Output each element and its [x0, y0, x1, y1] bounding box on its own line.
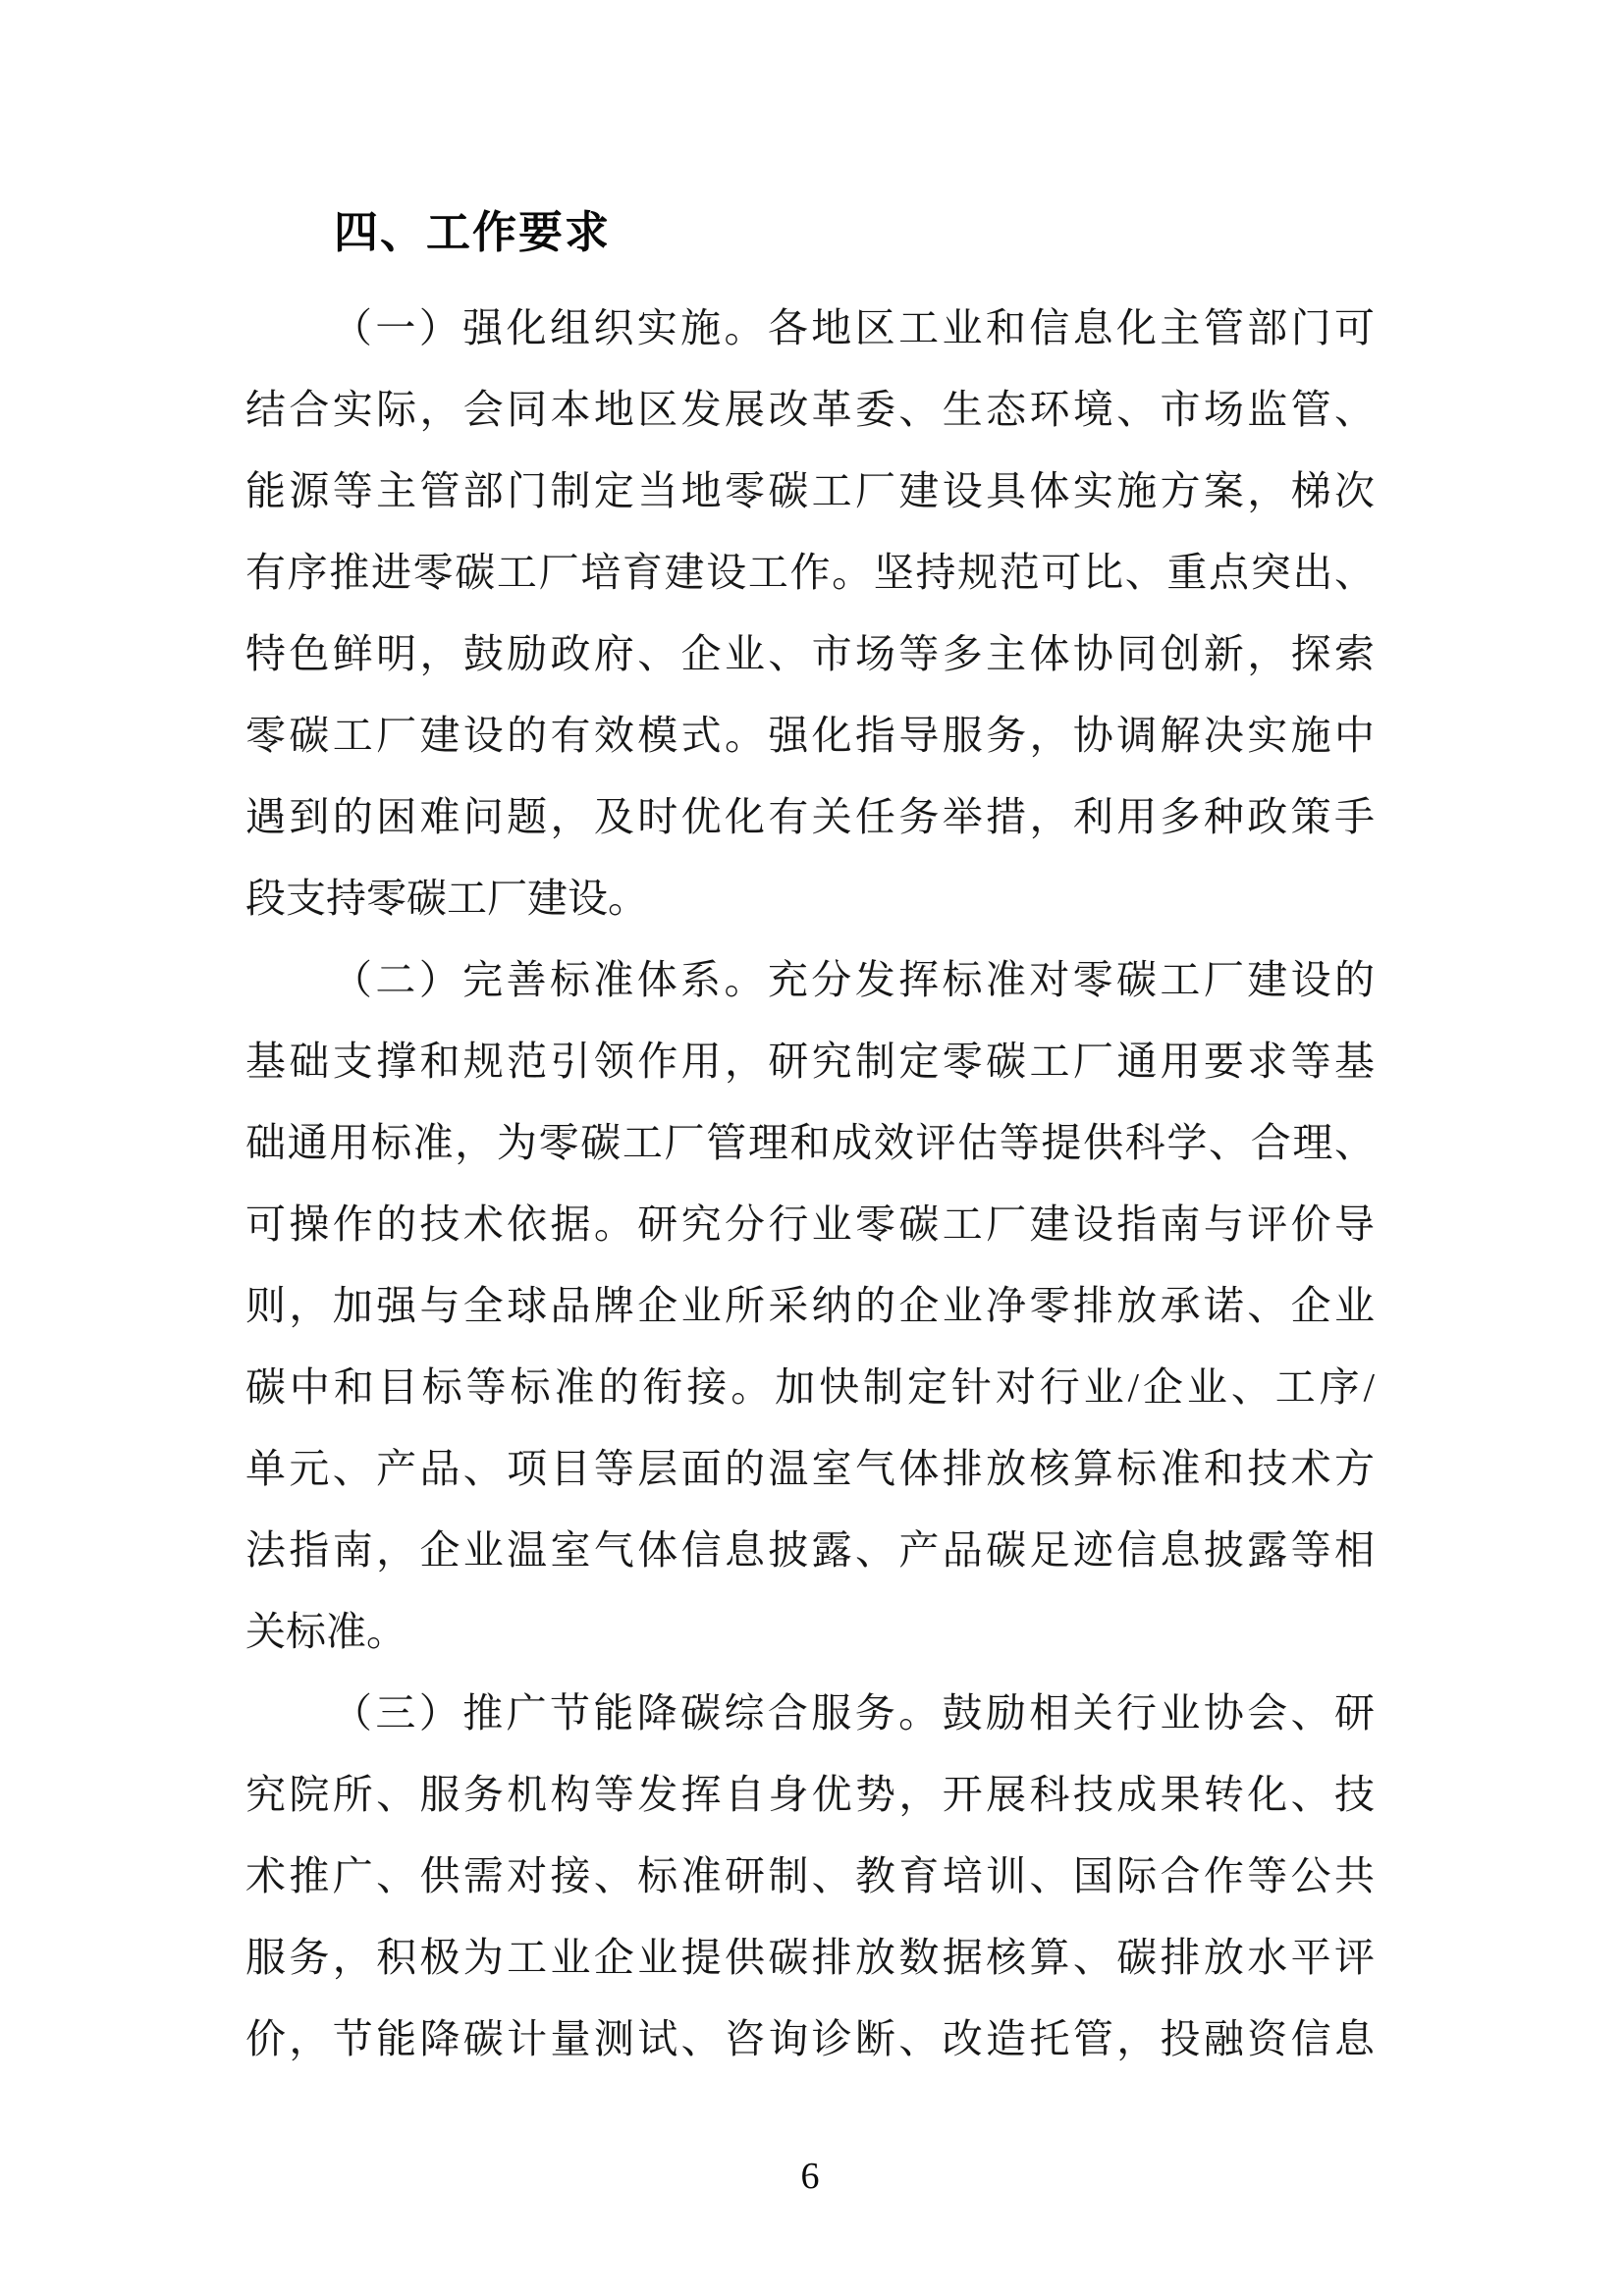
body-line: （二）完善标准体系。充分发挥标准对零碳工厂建设的 — [332, 957, 1375, 1002]
body-line: 能源等主管部门制定当地零碳工厂建设具体实施方案，梯次 — [245, 468, 1375, 513]
section-heading: 四、工作要求 — [334, 207, 612, 257]
page-number: 6 — [800, 2156, 820, 2197]
body-line: 法指南，企业温室气体信息披露、产品碳足迹信息披露等相 — [245, 1527, 1375, 1573]
body-line: 础通用标准，为零碳工厂管理和成效评估等提供科学、合理、 — [245, 1120, 1375, 1165]
paragraph — [245, 288, 1375, 939]
body-line: 碳中和目标等标准的衔接。加快制定针对行业/企业、工序/ — [245, 1364, 1375, 1410]
body-line: 基础支撑和规范引领作用，研究制定零碳工厂通用要求等基 — [245, 1039, 1375, 1084]
body-line: 服务，积极为工业企业提供碳排放数据核算、碳排放水平评 — [245, 1935, 1375, 1980]
document-body — [245, 288, 1375, 2080]
body-line: 关标准。 — [245, 1609, 406, 1654]
body-line: 结合实际，会同本地区发展改革委、生态环境、市场监管、 — [245, 387, 1375, 432]
body-line: （一）强化组织实施。各地区工业和信息化主管部门可 — [332, 305, 1375, 350]
paragraph — [245, 939, 1375, 1673]
body-line: 零碳工厂建设的有效模式。强化指导服务，协调解决实施中 — [245, 713, 1375, 758]
body-line: 单元、产品、项目等层面的温室气体排放核算标准和技术方 — [245, 1446, 1375, 1491]
body-line: 可操作的技术依据。研究分行业零碳工厂建设指南与评价导 — [245, 1201, 1375, 1247]
body-line: 术推广、供需对接、标准研制、教育培训、国际合作等公共 — [245, 1853, 1375, 1898]
paragraph — [245, 1673, 1375, 2080]
body-line: 价，节能降碳计量测试、咨询诊断、改造托管，投融资信息 — [245, 2016, 1375, 2061]
body-line: （三）推广节能降碳综合服务。鼓励相关行业协会、研 — [332, 1690, 1375, 1735]
body-line: 特色鲜明，鼓励政府、企业、市场等多主体协同创新，探索 — [245, 631, 1375, 676]
body-line: 遇到的困难问题，及时优化有关任务举措，利用多种政策手 — [245, 794, 1375, 839]
body-line: 段支持零碳工厂建设。 — [245, 876, 648, 921]
body-line: 究院所、服务机构等发挥自身优势，开展科技成果转化、技 — [245, 1772, 1375, 1817]
body-line: 有序推进零碳工厂培育建设工作。坚持规范可比、重点突出、 — [245, 550, 1375, 595]
body-line: 则，加强与全球品牌企业所采纳的企业净零排放承诺、企业 — [245, 1283, 1375, 1328]
